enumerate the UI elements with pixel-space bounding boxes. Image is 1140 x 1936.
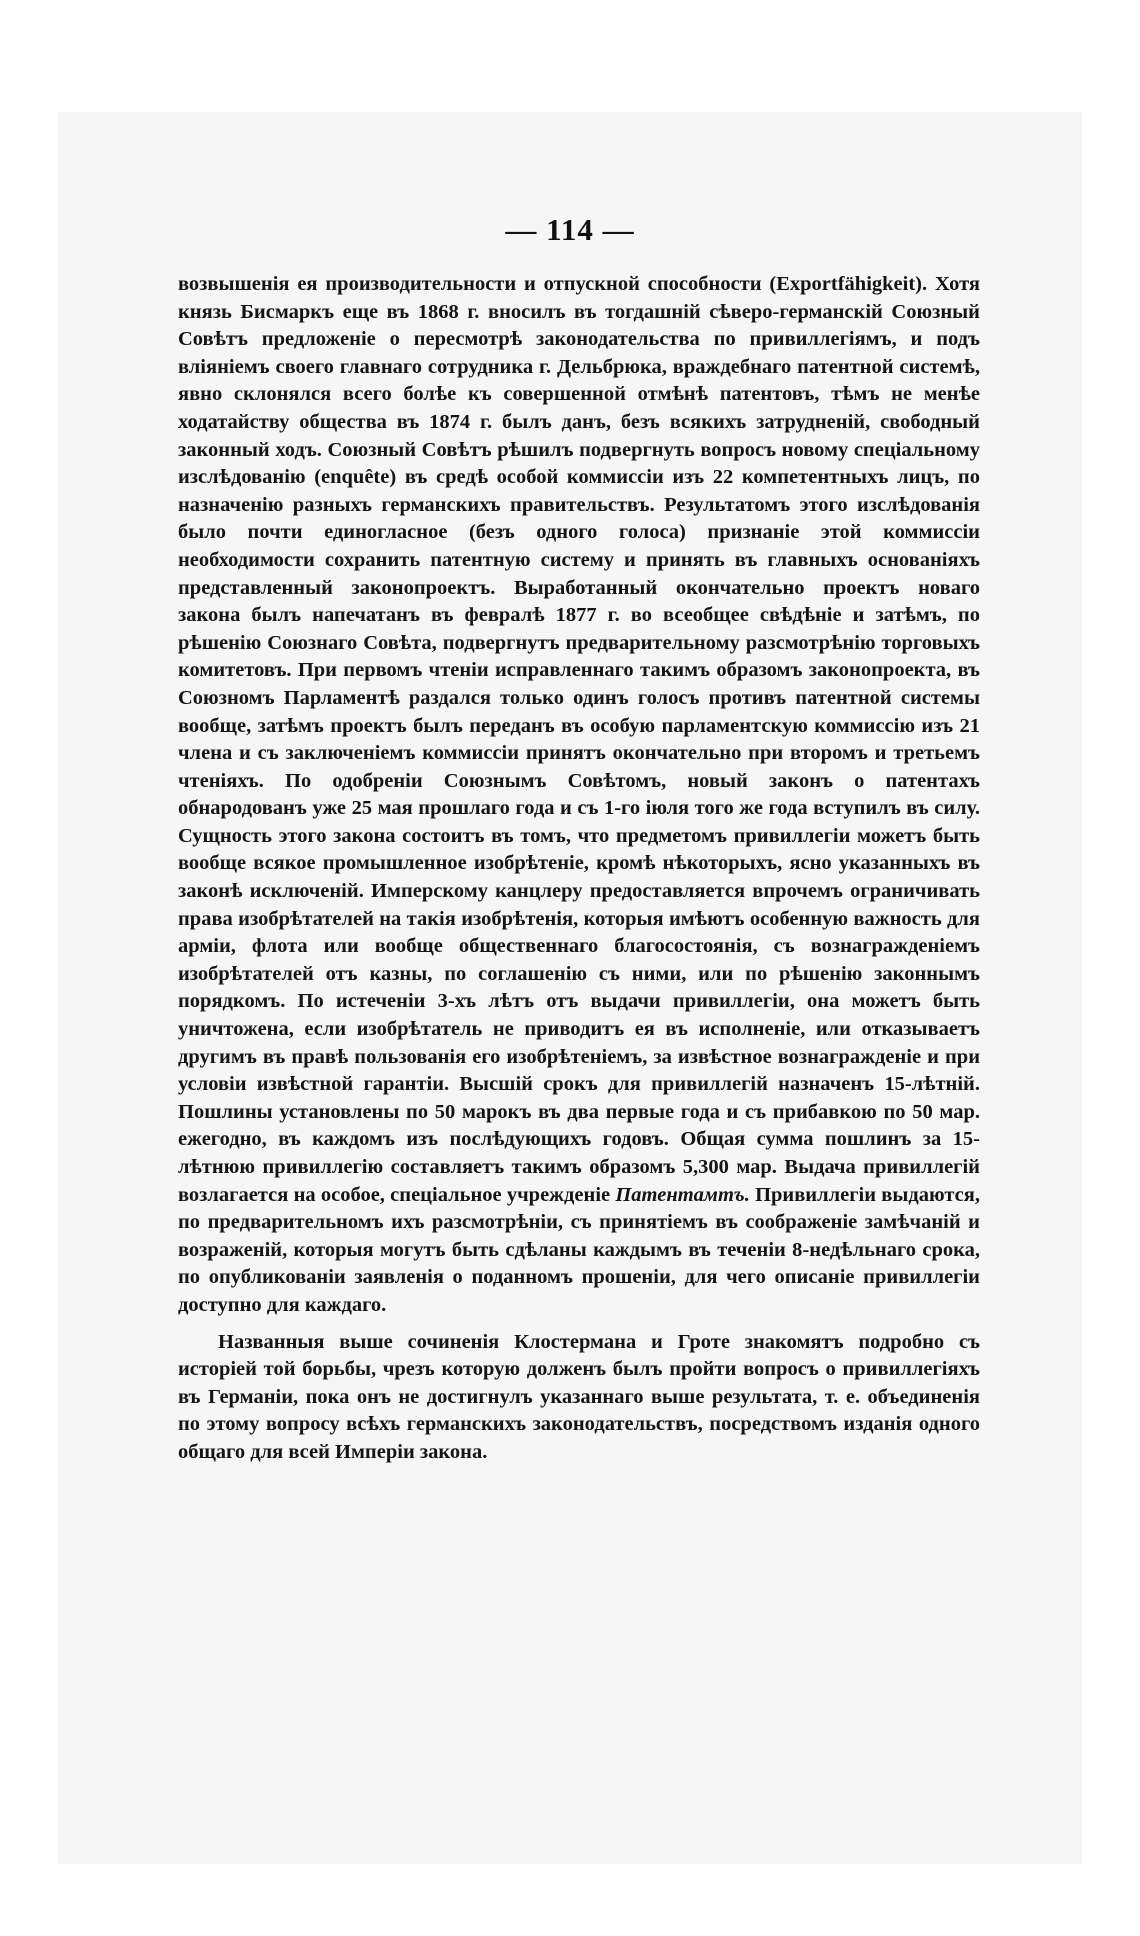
body-text <box>178 271 980 1467</box>
paragraph-2: Названныя выше сочиненія Клостермана и Гроте знакомятъ подробно съ исторіей той борьбы, чрезъ которую долженъ былъ пройти вопросъ о привиллегіяхъ въ Германіи, пока онъ не достигнулъ указаннаго выше результата, т. е. объединенія по этому вопросу всѣхъ германскихъ законодательствъ, посредствомъ изданія одного общаго для всей Имперіи закона. <box>178 1330 980 1463</box>
page-number: — 114 — <box>505 212 635 247</box>
italic-term-patentamt: Патентамтъ. <box>615 1183 750 1206</box>
paragraph-1 <box>178 271 980 1320</box>
paragraph-1-text-a: возвышенія ея производительности и отпускной способности (Exportfähigkeit). Хотя князь Бисмаркъ еще въ 1868 г. вносилъ въ тогдашній сѣверо-германскій Союзный Совѣтъ предложеніе о пересмотрѣ законодательства по привиллегіямъ, и подъ вліяніемъ своего главнаго сотрудника г. Дельбрюка, враждебнаго патентной системѣ, явно склонялся всего болѣе къ совершенной отмѣнѣ патентовъ, тѣмъ не менѣе ходатайству общества въ 1874 г. былъ данъ, безъ всякихъ затрудненій, свободный законный ходъ. Союзный Совѣтъ рѣшилъ подвергнуть вопросъ новому спеціальному изслѣдованію (enquête) въ средѣ особой коммиссіи изъ 22 компетентныхъ лицъ, по назначенію разныхъ германскихъ правительствъ. Результатомъ этого изслѣдованія было почти единогласное (безъ одного голоса) признаніе этой коммиссіи необходимости сохранить патентную систему и принять въ главныхъ основаніяхъ представленный законопроектъ. Выработанный окончательно проектъ новаго закона былъ напечатанъ въ февралѣ 1877 г. во всеобщее свѣдѣніе и затѣмъ, по рѣшенію Союзнаго Совѣта, подвергнутъ предварительному разсмотрѣнію торговыхъ комитетовъ. При первомъ чтеніи исправленнаго такимъ образомъ законопроекта, въ Союзномъ Парламентѣ раздался только одинъ голосъ противъ патентной системы вообще, затѣмъ проектъ былъ переданъ въ особую парламентскую коммиссію изъ 21 члена и съ заключеніемъ коммиссіи принятъ окончательно при второмъ и третьемъ чтеніяхъ. По одобреніи Союзнымъ Совѣтомъ, новый законъ о патентахъ обнародованъ уже 25 мая прошлаго года и съ 1-го іюля того же года вступилъ въ силу. Сущность этого закона состоитъ въ томъ, что предметомъ привиллегіи можетъ быть вообще всякое промышленное изобрѣтеніе, кромѣ нѣкоторыхъ, ясно указанныхъ въ законѣ исключеній. Имперскому канцлеру предоставляется впрочемъ ограничивать права изобрѣтателей на такія изобрѣтенія, которыя имѣютъ особенную важность для арміи, флота или вообще общественнаго благосостоянія, съ вознагражденіемъ изобрѣтателей отъ казны, по соглашенію съ ними, или по рѣшенію законнымъ порядкомъ. По истеченіи 3-хъ лѣтъ отъ выдачи привиллегіи, она можетъ быть уничтожена, если изобрѣтатель не приводитъ ея въ исполненіе, или отказываетъ другимъ въ правѣ пользованія его изобрѣтеніемъ, за извѣстное вознагражденіе и при условіи извѣстной гарантіи. Высшій срокъ для привиллегій назначенъ 15-лѣтній. Пошлины установлены по 50 марокъ въ два первые года и съ прибавкою по 50 мар. ежегодно, въ каждомъ изъ послѣдующихъ годовъ. Общая сумма пошлинъ за 15-лѣтнюю привиллегію составляетъ такимъ образомъ 5,300 мар. Выдача привиллегій возлагается на особое, спеціальное учрежденіе <box>178 273 980 1206</box>
paragraph-1-text-b: Привиллегіи выдаются, по предварительномъ ихъ разсмотрѣніи, съ принятіемъ въ соображеніе замѣчаній и возраженій, которыя могутъ быть сдѣланы каждымъ въ теченіи 8-недѣльнаго срока, по опубликованіи заявленія о поданномъ прошеніи, для чего описаніе привиллегіи доступно для каждаго. <box>178 1183 980 1316</box>
